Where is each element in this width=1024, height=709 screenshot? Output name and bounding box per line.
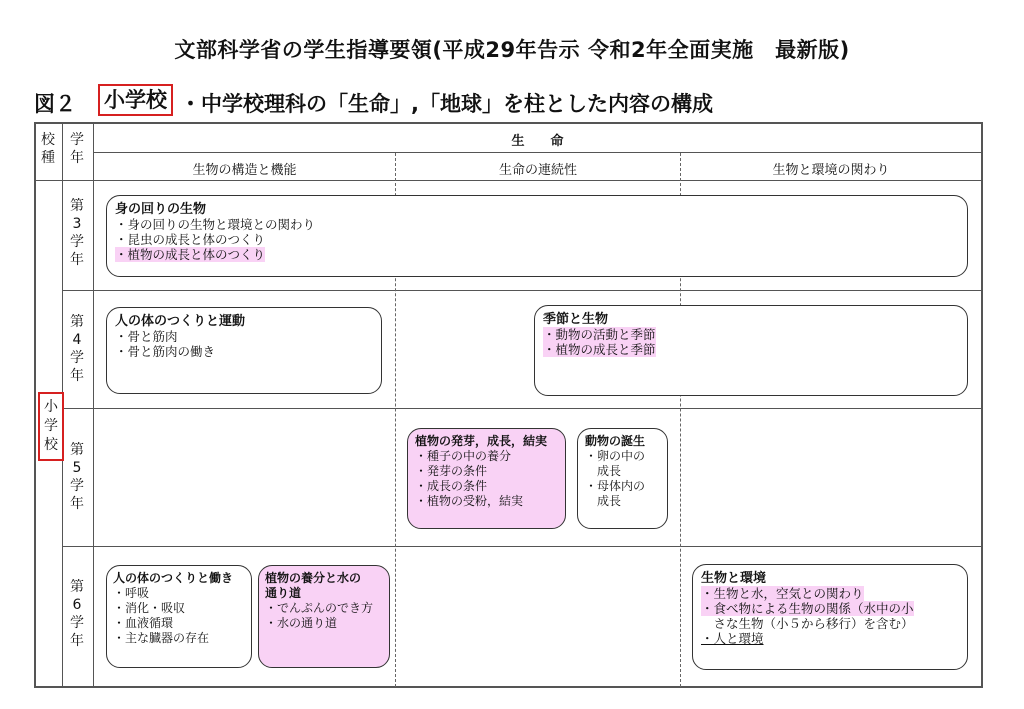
box-grade4-seasons <box>534 305 968 396</box>
grade-label-3: 第 3 学 年 <box>70 198 84 268</box>
box-item-highlighted: ・植物の成長と季節 <box>543 342 656 357</box>
box-title: 季節と生物 <box>543 312 609 327</box>
box-grade3-living-things <box>106 195 968 277</box>
header-grade: 学 年 <box>70 132 84 166</box>
box-item: ・消化・吸収 <box>113 601 186 615</box>
box-item: ・骨と筋肉 <box>115 329 178 344</box>
box-item: ・血液循環 <box>113 616 174 630</box>
grade-label-6: 第 6 学 年 <box>70 579 84 649</box>
figure-label: 図２ <box>34 92 76 116</box>
box-item: ・卵の中の <box>585 449 646 463</box>
box-item: ・呼吸 <box>113 586 150 600</box>
box-title: 生物と環境 <box>701 571 767 586</box>
box-title: 身の回りの生物 <box>115 202 207 217</box>
box-item-highlighted: ・植物の成長と体のつくり <box>115 247 266 262</box>
grade-label-4: 第 4 学 年 <box>70 314 84 384</box>
box-item: さな生物（小５から移行）を含む） <box>701 616 914 631</box>
box-item: ・主な臓器の存在 <box>113 631 210 645</box>
document-title: 文部科学省の学生指導要領(平成29年告示 令和2年全面実施 最新版) <box>174 38 850 62</box>
header-section-life: 生 命 <box>511 134 564 149</box>
box-title: 植物の養分と水の 通り道 <box>265 571 362 600</box>
box-item: 成長 <box>585 494 622 508</box>
box-grade4-body-movement <box>106 307 382 394</box>
box-item: ・植物の受粉，結実 <box>415 494 524 508</box>
header-school-type: 校 種 <box>41 132 55 166</box>
box-item: ・身の回りの生物と環境との関わり <box>115 217 316 232</box>
box-item: ・人と環境 <box>701 631 764 646</box>
figure-school-highlight: 小学校 <box>98 84 173 116</box>
box-grade5-animal-birth <box>577 428 668 529</box>
box-item: ・骨と筋肉の働き <box>115 344 216 359</box>
grade-label-5: 第 5 学 年 <box>70 442 84 512</box>
box-item-highlighted: ・生物と水，空気との関わり <box>701 586 864 601</box>
box-title: 人の体のつくりと運動 <box>115 314 246 329</box>
school-label-elementary: 小 学 校 <box>38 392 64 461</box>
figure-title: ・中学校理科の「生命」,「地球」を柱とした内容の構成 <box>180 92 713 116</box>
header-column-1: 生物の構造と機能 <box>192 163 297 178</box>
box-item: ・発芽の条件 <box>415 464 488 478</box>
box-grade6-plant-nutrients <box>258 565 390 668</box>
header-column-3: 生物と環境の関わり <box>772 163 890 178</box>
box-grade5-plant-germination <box>407 428 566 529</box>
box-item: ・種子の中の養分 <box>415 449 512 463</box>
box-item: ・母体内の <box>585 479 646 493</box>
header-column-2: 生命の連続性 <box>498 163 577 178</box>
box-item: ・水の通り道 <box>265 616 338 630</box>
box-item-highlighted: ・食べ物による生物の関係（水中の小 <box>701 601 914 616</box>
box-item: ・成長の条件 <box>415 479 488 493</box>
box-item: ・昆虫の成長と体のつくり <box>115 232 266 247</box>
box-grade6-body-function <box>106 565 252 668</box>
box-title: 動物の誕生 <box>585 434 646 448</box>
box-title: 植物の発芽，成長，結実 <box>415 434 548 448</box>
box-title: 人の体のつくりと働き <box>113 571 234 585</box>
box-item: ・でんぷんのでき方 <box>265 601 374 615</box>
box-item: 成長 <box>585 464 622 478</box>
box-grade6-environment <box>692 564 968 670</box>
box-item-highlighted: ・動物の活動と季節 <box>543 327 656 342</box>
